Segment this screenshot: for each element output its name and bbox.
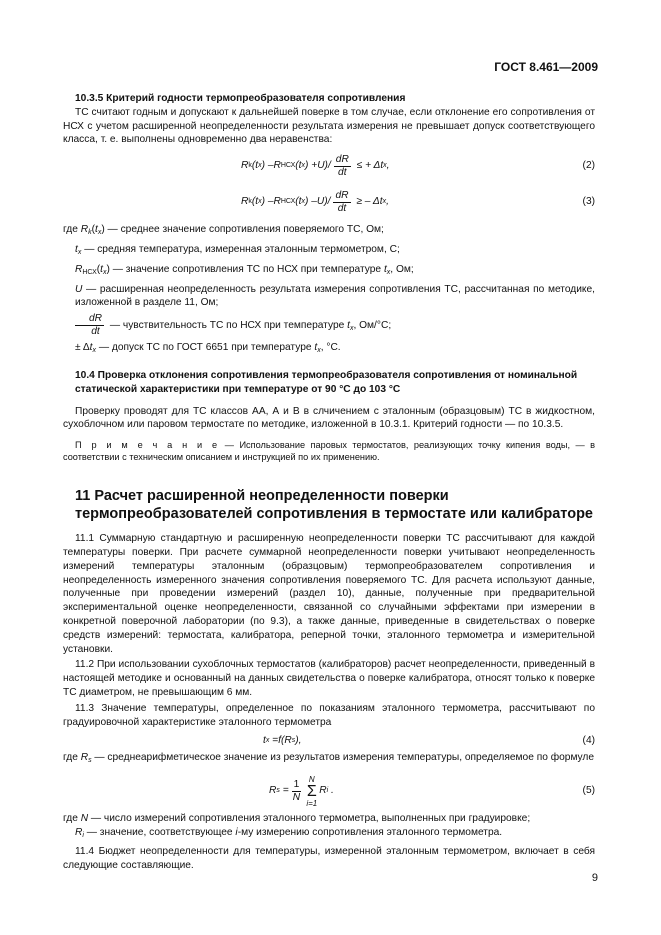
definition-ri: $R_i$ — значение, соответствующее i-му измерению сопротивления эталонного термометра. <box>75 826 503 839</box>
definition-rk-text: — среднее значение сопротивления поверяемого ТС, Ом; <box>107 224 384 236</box>
equation-2-expression: R k ( t x ) – R НСХ ( t x ) + U )/ $\frac{dR}{dt}$ ≤ + Δ t x , <box>241 153 390 178</box>
equation-4-number: (4) <box>582 735 595 747</box>
section-10-4-body: Проверку проводят для ТС классов АА, А и В в слчичением с эталонным (образцовым) ТС в жидкостном, сухоблочном или паровом термостате по методике, изложенной в 10.3.1. Критерий годности — по 10.3.5. <box>63 405 595 431</box>
document-code: ГОСТ 8.461—2009 <box>494 60 598 74</box>
definition-drdt-text: — чувствительность ТС по НСХ при температуре <box>109 320 345 332</box>
equation-3-number: (3) <box>582 196 595 208</box>
definition-tx: $t_x$ — средняя температура, измеренная эталонным термометром, С; <box>75 243 400 256</box>
equation-4-expression: t x = f ( R s ), <box>263 735 302 747</box>
paragraph-11-4: 11.4 Бюджет неопределенности для температуры, измеренной эталонным термометром, включает в себя следующие составляющие. <box>63 845 595 871</box>
definition-n-text: — число измерений сопротивления эталонного термометра, выполненных при градуировке; <box>90 813 531 825</box>
definition-ri-text: — значение, соответствующее <box>86 826 233 838</box>
paragraph-11-1: 11.1 Суммарную стандартную и расширенную неопределенности поверки ТС рассчитывают для каждой температуры поверки. При расчете суммарной неопределенности поверки учитывают неопределенность измерений температуры эталонным (образцовым) термопреобразователем сопротивления и неопределенность измеренного значения сопротивления поверяемого ТС. Для расчета используют данные, полученные при проведении измерений (раздел 10), данные, полученные при предварительной экспериментальной оценке неопределенности, связанной со случайными эффектами при измерении в конкретной поверочной лаборатории (по 9.3), а также данные, приведенные в свидетельствах о поверке средств измерений: термостата, калибратора, реперной точки, эталонного термометра и измерительной установки. <box>63 533 595 655</box>
definition-delta-t-text: — допуск ТС по ГОСТ 6651 при температуре <box>98 342 312 354</box>
definition-tx-text: — средняя температура, измеренная эталонным термометром, С; <box>84 243 400 255</box>
equation-5-number: (5) <box>582 785 595 797</box>
section-10-3-5-heading: 10.3.5 Критерий годности термопреобразователя сопротивления <box>75 93 406 104</box>
paragraph-11-3: 11.3 Значение температуры, определенное по показаниям эталонного термометра, рассчитывают по градуировочной характеристике эталонного термометра <box>63 702 595 728</box>
definition-drdt-tail: , Ом/°С; <box>353 320 392 332</box>
section-10-4-heading: 10.4 Проверка отклонения сопротивления термопреобразователя сопротивления от номинальной статической характеристики при температуре от 90 °С до 103 °С <box>75 369 578 395</box>
note-text: — Использование паровых термостатов, реализующих точку кипения воды, — в соответствии с техническим описанием и инструкцией по их применению. <box>63 440 595 463</box>
definition-rhcx-tail: , Ом; <box>390 263 414 275</box>
definition-delta-t-tail: , °С. <box>320 342 341 354</box>
equation-5 <box>63 774 595 808</box>
definition-drdt: $\frac{dR}{dt}$ — чувствительность ТС по НСХ при температуре $t_x$, Ом/°С; <box>63 313 595 338</box>
equation-4 <box>63 731 595 751</box>
definition-ri-tail: -му измерению сопротивления эталонного термометра. <box>237 826 503 838</box>
definition-rhcx-text: — значение сопротивления ТС по НСХ при температуре <box>112 263 382 275</box>
equation-2 <box>63 151 595 181</box>
section-10-3-5-intro: ТС считают годным и допускают к дальнейшей поверке в том случае, если отклонение его сопротивления от НСХ с учетом расширенной неопределенности результата измерения не превышает допуск соответствующего класса, т. е. выполнены одновременно два неравенства: <box>63 106 595 146</box>
definition-u: U — расширенная неопределенность результата измерения сопротивления ТС, рассчитанная по методике, изложенной в разделе 11, Ом; <box>75 283 595 309</box>
definition-n: где N — число измерений сопротивления эталонного термометра, выполненных при градуировке; <box>63 813 531 825</box>
definition-u-text: — расширенная неопределенность результата измерения сопротивления ТС, рассчитанная по методике, изложенной в разделе 11, Ом; <box>75 283 595 309</box>
definition-rhcx: $R_{НСХ}(t_x)$ — значение сопротивления ТС по НСХ при температуре $t_x$, Ом; <box>75 263 414 276</box>
section-11-heading: 11 Расчет расширенной неопределенности поверки термопреобразователей сопротивления в термостате или калибраторе <box>75 488 593 523</box>
equation-5-expression: R s = $\frac{1}{N}$ N Σ i=1 R i . <box>269 774 334 808</box>
definition-rs-text: — среднеарифметическое значение из результатов измерения температуры, определяемое по формуле <box>94 752 595 764</box>
definition-rk: где $R_k(t_x)$ — среднее значение сопротивления поверяемого ТС, Ом; <box>63 224 384 237</box>
note-label: П р и м е ч а н и е <box>75 440 220 451</box>
definition-rs: где $R_s$ — среднеарифметическое значение из результатов измерения температуры, определяемое по формуле <box>63 752 595 765</box>
equation-2-number: (2) <box>582 160 595 172</box>
page-number: 9 <box>591 872 598 884</box>
equation-3 <box>63 187 595 217</box>
page-content <box>63 92 595 872</box>
definition-delta-t: ± $\Delta t_x$ — допуск ТС по ГОСТ 6651 при температуре $t_x$, °С. <box>75 342 341 355</box>
section-10-4-note <box>63 439 595 463</box>
equation-3-expression: R k ( t x ) – R НСХ ( t x ) – U )/ $\frac{dR}{dt}$ ≥ – Δ t x , <box>241 189 389 214</box>
paragraph-11-2: 11.2 При использовании сухоблочных термостатов (калибраторов) расчет неопределенности, приведенный в настоящей методике и основанный на данных свидетельства о поверке калибратора, относят только к поверке ТС диаметром, не превышающим 6 мм. <box>63 659 595 698</box>
